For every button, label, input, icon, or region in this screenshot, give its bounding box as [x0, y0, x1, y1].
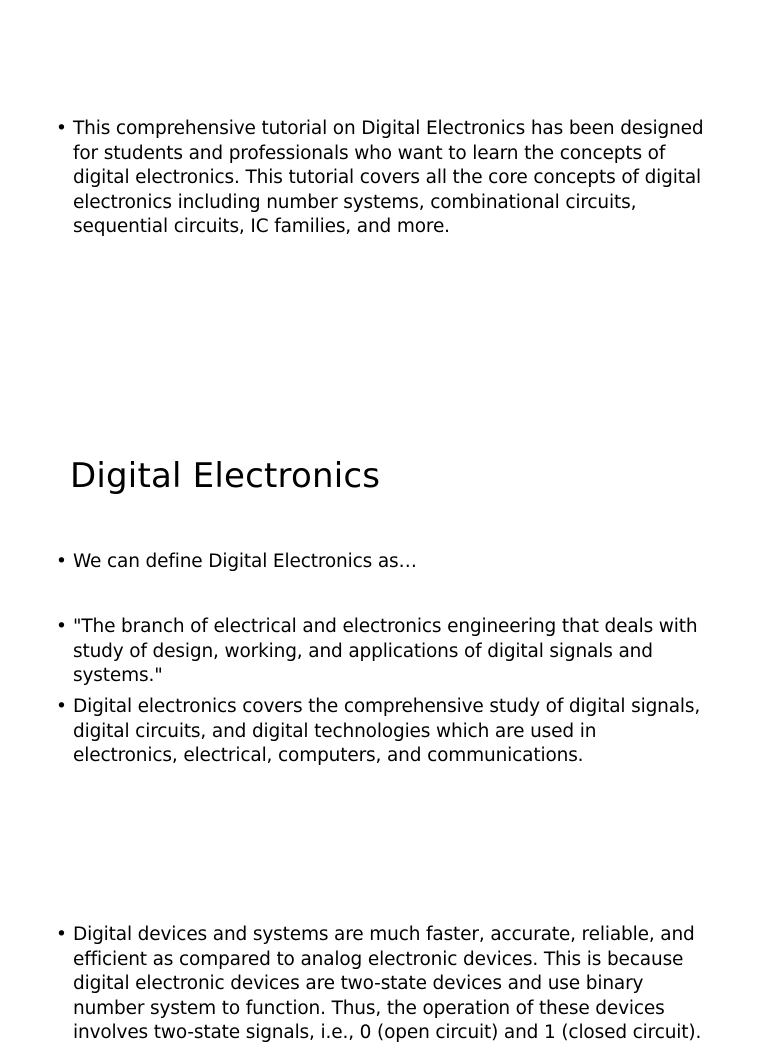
slide-title: Digital Electronics	[70, 456, 381, 496]
bullet-text: Digital devices and systems are much faster, accurate, reliable, and efficient as compared to analog electronic devices. This is because digital electronic devices are two-state devices and use binary number system to function. Thus, the operation of these devices involves two-state signals, i.e., 0 (open circuit) and 1 (closed circuit).	[73, 924, 702, 1043]
bullet-text: We can define Digital Electronics as…	[73, 551, 417, 572]
bullet-icon: •	[56, 924, 67, 945]
bullet-item	[56, 550, 706, 575]
bullet-item	[56, 695, 706, 769]
bullet-text: Digital electronics covers the comprehensive study of digital signals, digital circuits, and digital technologies which are used in electronics, electrical, computers, and communications.	[73, 696, 701, 766]
bullet-icon: •	[56, 118, 67, 139]
bullet-text: This comprehensive tutorial on Digital Electronics has been designed for students and professionals who want to learn the concepts of digital electronics. This tutorial covers all the core concepts of digital electronics including number systems, combinational circuits, sequential circuits, IC families, and more.	[73, 118, 704, 237]
bullet-icon: •	[56, 696, 67, 717]
bullet-icon: •	[56, 616, 67, 637]
bullet-item	[56, 923, 706, 1046]
bullet-item	[56, 117, 706, 240]
bullet-text: "The branch of electrical and electronics engineering that deals with study of design, working, and applications of digital signals and systems."	[73, 616, 698, 686]
bullet-icon: •	[56, 551, 67, 572]
bullet-item	[56, 615, 706, 689]
